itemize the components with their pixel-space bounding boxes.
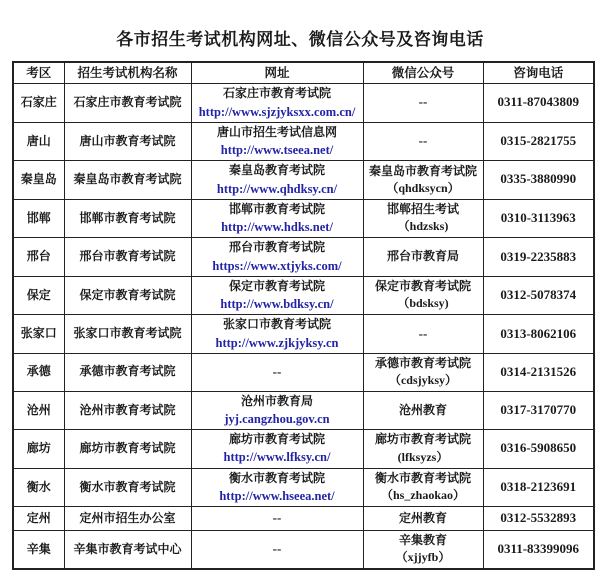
website-name: 邢台市教育考试院 (228, 240, 325, 255)
wechat-account-line: (lfksyzs） (397, 449, 449, 464)
table-row (13, 468, 594, 507)
phone-cell: 0313-8062106 (483, 315, 594, 354)
wechat-account-line: （hs_zhaokao） (380, 488, 466, 503)
region-cell: 沧州 (13, 391, 64, 430)
website-cell (191, 468, 363, 507)
table-row (13, 122, 594, 161)
website-cell (191, 430, 363, 469)
region-cell: 辛集 (13, 531, 64, 569)
wechat-account-line: 邯郸招生考试 (386, 202, 459, 217)
website-cell (191, 507, 363, 531)
phone-cell: 0311-87043809 (483, 84, 594, 123)
website-cell (191, 391, 363, 430)
website-cell (191, 315, 363, 354)
website-url-link[interactable]: http://www.lfksy.cn/ (223, 450, 331, 465)
phone-cell: 0317-3170770 (483, 391, 594, 430)
website-name: 廊坊市教育考试院 (228, 432, 325, 447)
website-cell (191, 531, 363, 569)
header-phone: 咨询电话 (483, 62, 594, 84)
phone-cell: 0310-3113963 (483, 199, 594, 238)
region-cell: 定州 (13, 507, 64, 531)
website-name: 衡水市教育考试院 (228, 470, 325, 485)
header-org-name: 招生考试机构名称 (64, 62, 191, 84)
phone-cell: 0319-2235883 (483, 238, 594, 277)
wechat-account-line: 承德市教育考试院 (374, 355, 471, 370)
org-name-cell: 定州市招生办公室 (64, 507, 191, 531)
website-name: 保定市教育考试院 (228, 278, 325, 293)
phone-cell: 0314-2131526 (483, 353, 594, 391)
website-url-link[interactable]: http://www.bdksy.cn/ (220, 297, 334, 312)
no-website-dash: -- (272, 510, 282, 526)
website-cell (191, 84, 363, 123)
region-cell: 石家庄 (13, 84, 64, 123)
no-wechat-dash: -- (418, 94, 428, 110)
phone-cell: 0311-83399096 (483, 531, 594, 569)
table-row (13, 84, 594, 123)
table-row (13, 238, 594, 277)
wechat-cell (363, 84, 483, 123)
wechat-cell (363, 468, 483, 507)
wechat-account-line: 秦皇岛市教育考试院 (368, 163, 477, 178)
website-cell (191, 199, 363, 238)
phone-cell: 0316-5908650 (483, 430, 594, 469)
website-cell (191, 276, 363, 315)
wechat-cell (363, 353, 483, 391)
wechat-cell (363, 315, 483, 354)
wechat-account-line: （cdsjyksy） (388, 373, 457, 388)
table-row (13, 430, 594, 469)
wechat-cell (363, 122, 483, 161)
region-cell: 唐山 (13, 122, 64, 161)
wechat-cell (363, 430, 483, 469)
org-name-cell: 辛集市教育考试中心 (64, 531, 191, 569)
website-url-link[interactable]: http://www.tseea.net/ (220, 143, 334, 158)
website-cell (191, 353, 363, 391)
website-cell (191, 161, 363, 200)
website-url-link[interactable]: http://www.sjzjyksxx.com.cn/ (198, 104, 356, 119)
table-header-row (13, 62, 594, 84)
org-name-cell: 张家口市教育考试院 (64, 315, 191, 354)
phone-cell: 0318-2123691 (483, 468, 594, 507)
org-name-cell: 邢台市教育考试院 (64, 238, 191, 277)
website-name: 邯郸市教育考试院 (228, 201, 325, 216)
website-url-link[interactable]: http://www.hseea.net/ (219, 488, 335, 503)
website-name: 张家口市教育考试院 (222, 317, 331, 332)
org-name-cell: 承德市教育考试院 (64, 353, 191, 391)
website-url-link[interactable]: https://www.xtjyks.com/ (212, 258, 342, 273)
region-cell: 保定 (13, 276, 64, 315)
wechat-account-line: （qhdksycn） (386, 180, 460, 195)
website-url-link[interactable]: http://www.qhdksy.cn/ (216, 181, 338, 196)
org-name-cell: 廊坊市教育考试院 (64, 430, 191, 469)
wechat-account-line: （xjjyfb） (395, 550, 451, 565)
page-title: 各市招生考试机构网址、微信公众号及咨询电话 (116, 30, 484, 49)
no-website-dash: -- (272, 363, 282, 379)
wechat-account-line: 邢台市教育局 (386, 249, 459, 264)
table-row (13, 161, 594, 200)
header-website: 网址 (191, 62, 363, 84)
wechat-cell (363, 507, 483, 531)
website-url-link[interactable]: jyj.cangzhou.gov.cn (224, 411, 330, 426)
table-row (13, 315, 594, 354)
region-cell: 邢台 (13, 238, 64, 277)
org-name-cell: 秦皇岛市教育考试院 (64, 161, 191, 200)
no-wechat-dash: -- (418, 325, 428, 341)
region-cell: 秦皇岛 (13, 161, 64, 200)
wechat-account-line: （hdzsks) (397, 219, 449, 234)
no-wechat-dash: -- (418, 132, 428, 148)
phone-cell: 0312-5532893 (483, 507, 594, 531)
exam-institutions-table (12, 61, 595, 570)
org-name-cell: 衡水市教育考试院 (64, 468, 191, 507)
org-name-cell: 石家庄市教育考试院 (64, 84, 191, 123)
wechat-cell (363, 161, 483, 200)
org-name-cell: 唐山市教育考试院 (64, 122, 191, 161)
wechat-account-line: 辛集教育 (398, 533, 447, 548)
wechat-cell (363, 199, 483, 238)
phone-cell: 0312-5078374 (483, 276, 594, 315)
table-row (13, 353, 594, 391)
website-url-link[interactable]: http://www.zjkjyksy.cn (215, 335, 339, 350)
org-name-cell: 沧州市教育考试院 (64, 391, 191, 430)
website-cell (191, 122, 363, 161)
region-cell: 邯郸 (13, 199, 64, 238)
wechat-account-line: 廊坊市教育考试院 (374, 432, 471, 447)
website-name: 沧州市教育局 (240, 393, 313, 408)
wechat-account-line: 衡水市教育考试院 (374, 470, 471, 485)
wechat-cell (363, 531, 483, 569)
website-cell (191, 238, 363, 277)
table-body (13, 84, 594, 569)
org-name-cell: 邯郸市教育考试院 (64, 199, 191, 238)
table-row (13, 199, 594, 238)
wechat-account-line: 定州教育 (398, 510, 447, 525)
wechat-cell (363, 276, 483, 315)
website-name: 石家庄市教育考试院 (222, 86, 331, 101)
wechat-account-line: （bdsksy) (397, 296, 449, 311)
region-cell: 廊坊 (13, 430, 64, 469)
wechat-account-line: 保定市教育考试院 (374, 279, 471, 294)
website-name: 唐山市招生考试信息网 (216, 124, 337, 139)
phone-cell: 0315-2821755 (483, 122, 594, 161)
phone-cell: 0335-3880990 (483, 161, 594, 200)
region-cell: 衡水 (13, 468, 64, 507)
table-row (13, 531, 594, 569)
table-row (13, 276, 594, 315)
website-name: 秦皇岛教育考试院 (228, 163, 325, 178)
header-wechat: 微信公众号 (363, 62, 483, 84)
table-row (13, 391, 594, 430)
header-region: 考区 (13, 62, 64, 84)
wechat-cell (363, 238, 483, 277)
table-row (13, 507, 594, 531)
wechat-cell (363, 391, 483, 430)
region-cell: 承德 (13, 353, 64, 391)
wechat-account-line: 沧州教育 (398, 402, 447, 417)
website-url-link[interactable]: http://www.hdks.net/ (221, 220, 333, 235)
org-name-cell: 保定市教育考试院 (64, 276, 191, 315)
no-website-dash: -- (272, 541, 282, 557)
region-cell: 张家口 (13, 315, 64, 354)
